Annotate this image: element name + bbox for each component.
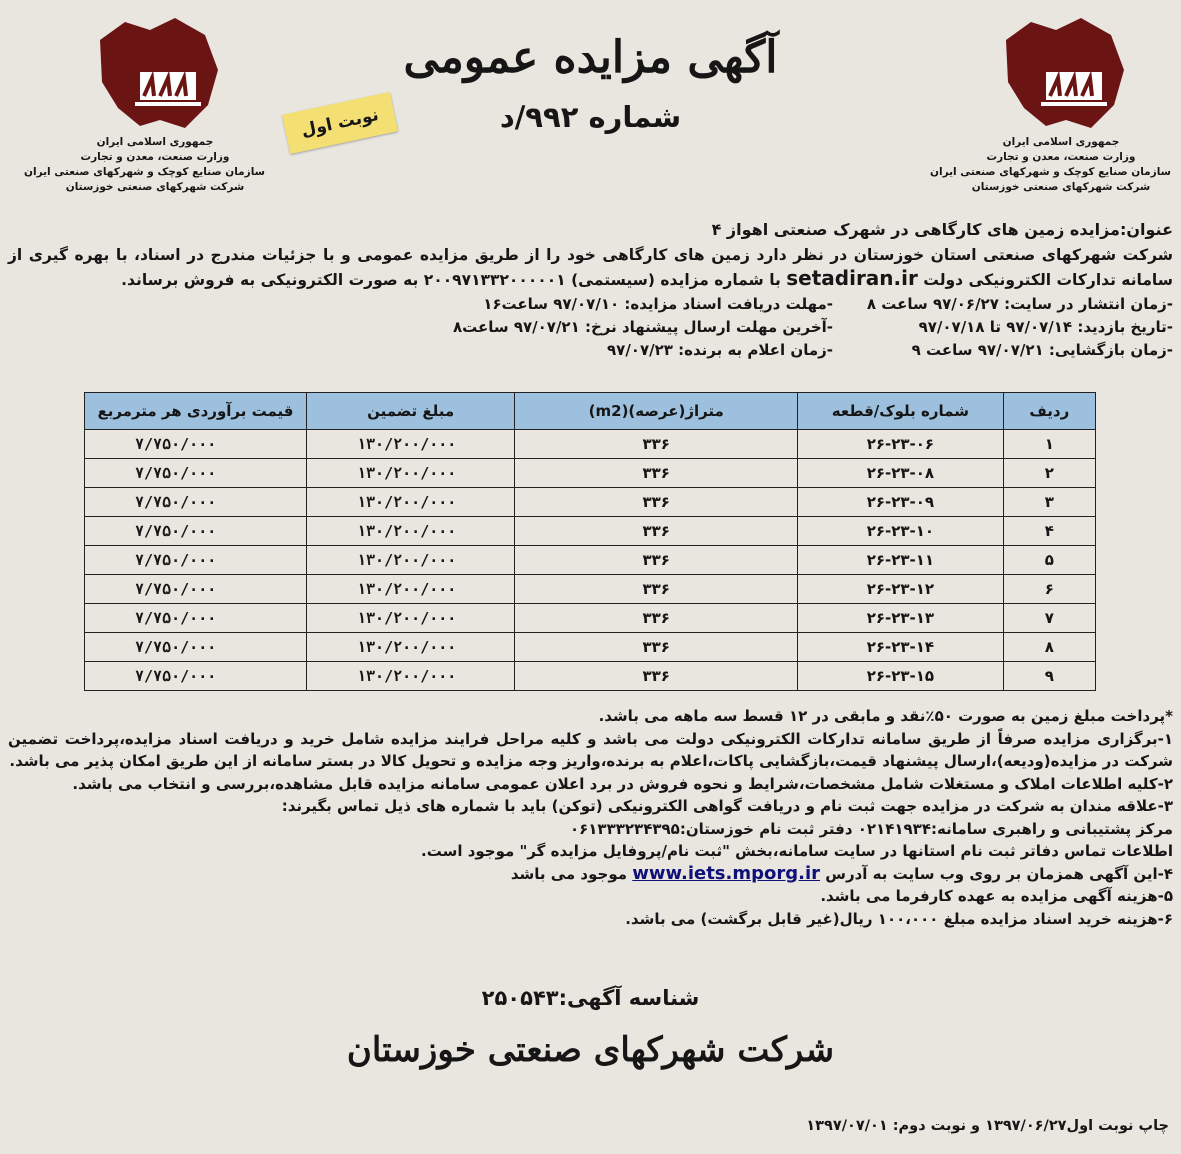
col-header-price: قیمت برآوردی هر مترمربع bbox=[85, 393, 307, 430]
ad-id: شناسه آگهی:۲۵۰۵۴۳ bbox=[481, 986, 700, 1010]
cell-price: ۷/۷۵۰/۰۰۰ bbox=[85, 517, 307, 546]
logo-line: وزارت صنعت، معدن و تجارت bbox=[986, 151, 1136, 163]
notice-number: شماره ۹۹۲/د bbox=[499, 100, 682, 134]
term-6: ۶-هزینه خرید اسناد مزایده مبلغ ۱۰۰،۰۰۰ ریال(غیر قابل برگشت) می باشد. bbox=[625, 909, 1173, 928]
logo-line: شرکت شهرکهای صنعتی خوزستان bbox=[65, 181, 245, 193]
term-3: ۳-علاقه مندان به شرکت در مزایده جهت ثبت نام و دریافت گواهی الکترونیکی (توکن) باید با شماره های ذیل تماس بگیرند: bbox=[281, 797, 1173, 815]
cell-price: ۷/۷۵۰/۰۰۰ bbox=[85, 488, 307, 517]
cell-area: ۳۳۶ bbox=[515, 488, 798, 517]
cell-deposit: ۱۳۰/۲۰۰/۰۰۰ bbox=[306, 633, 514, 662]
table-row bbox=[85, 488, 1096, 517]
cell-price: ۷/۷۵۰/۰۰۰ bbox=[85, 575, 307, 604]
cell-block: ۲۶-۲۳-۱۴ bbox=[798, 633, 1003, 662]
cell-area: ۳۳۶ bbox=[515, 662, 798, 691]
cell-deposit: ۱۳۰/۲۰۰/۰۰۰ bbox=[306, 488, 514, 517]
notice-title: آگهی مزایده عمومی bbox=[403, 32, 778, 83]
cell-block: ۲۶-۲۳-۰۹ bbox=[798, 488, 1003, 517]
cell-area: ۳۳۶ bbox=[515, 604, 798, 633]
cell-area: ۳۳۶ bbox=[515, 575, 798, 604]
notice-intro bbox=[8, 244, 1173, 292]
intro-text: با شماره مزایده (سیستمی) ۲۰۰۹۷۱۳۳۲۰۰۰۰۰۱ به صورت الکترونیکی به فروش برساند. bbox=[121, 271, 781, 289]
doc-deadline: -مهلت دریافت اسناد مزایده: ۹۷/۰۷/۱۰ ساعت۱۶ bbox=[483, 294, 833, 313]
table-body bbox=[85, 430, 1096, 691]
cell-area: ۳۳۶ bbox=[515, 633, 798, 662]
setadiran-site: setadiran.ir bbox=[786, 266, 918, 290]
table-row bbox=[85, 604, 1096, 633]
cell-row: ۹ bbox=[1003, 662, 1095, 691]
logo-line: وزارت صنعت، معدن و تجارت bbox=[80, 151, 230, 163]
cell-area: ۳۳۶ bbox=[515, 430, 798, 459]
col-header-row: ردیف bbox=[1003, 393, 1095, 430]
term-4-text: موجود می باشد bbox=[510, 864, 628, 883]
term-5: ۵-هزینه آگهی مزایده به عهده کارفرما می باشد. bbox=[820, 887, 1173, 905]
table-row bbox=[85, 575, 1096, 604]
cell-row: ۱ bbox=[1003, 430, 1095, 459]
cell-block: ۲۶-۲۳-۱۳ bbox=[798, 604, 1003, 633]
cell-row: ۶ bbox=[1003, 575, 1095, 604]
support-phones: مرکز پشتیبانی و راهبری سامانه:۰۲۱۴۱۹۳۴ دفتر ثبت نام خوزستان:۰۶۱۳۳۳۲۳۴۳۹۵ bbox=[569, 819, 1173, 838]
cell-row: ۳ bbox=[1003, 488, 1095, 517]
cell-row: ۵ bbox=[1003, 546, 1095, 575]
lots-table bbox=[84, 392, 1096, 691]
visit-date: -تاریخ بازدید: ۹۷/۰۷/۱۴ تا ۹۷/۰۷/۱۸ bbox=[918, 317, 1173, 336]
term-1: ۱-برگزاری مزایده صرفاً از طریق سامانه تدارکات الکترونیکی دولت می باشد و کلیه مراحل فرایند مزایده شامل خرید و دریافت اسناد مزایده،پرداخت تضمین شرکت در مزایده(ودیعه)،ارسال پیشنهاد قیمت،بازگشایی پاکات،اعلام به برنده،واریز وجه مزایده و تحویل کالا در بستر سامانه از این طریق امکان پذیر می باشد. bbox=[8, 729, 1173, 770]
cell-deposit: ۱۳۰/۲۰۰/۰۰۰ bbox=[306, 517, 514, 546]
cell-price: ۷/۷۵۰/۰۰۰ bbox=[85, 633, 307, 662]
table-row bbox=[85, 430, 1096, 459]
term-4-text: ۴-این آگهی همزمان بر روی وب سایت به آدرس bbox=[825, 864, 1173, 883]
col-header-deposit: مبلغ تضمین bbox=[306, 393, 514, 430]
logo-line: شرکت شهرکهای صنعتی خوزستان bbox=[971, 181, 1151, 193]
col-header-block: شماره بلوک/قطعه bbox=[798, 393, 1003, 430]
term-4 bbox=[8, 863, 1173, 886]
cell-price: ۷/۷۵۰/۰۰۰ bbox=[85, 546, 307, 575]
table-row bbox=[85, 517, 1096, 546]
cell-price: ۷/۷۵۰/۰۰۰ bbox=[85, 662, 307, 691]
cell-deposit: ۱۳۰/۲۰۰/۰۰۰ bbox=[306, 604, 514, 633]
cell-area: ۳۳۶ bbox=[515, 546, 798, 575]
cell-row: ۸ bbox=[1003, 633, 1095, 662]
cell-row: ۲ bbox=[1003, 459, 1095, 488]
cell-block: ۲۶-۲۳-۱۲ bbox=[798, 575, 1003, 604]
cell-price: ۷/۷۵۰/۰۰۰ bbox=[85, 604, 307, 633]
cell-deposit: ۱۳۰/۲۰۰/۰۰۰ bbox=[306, 662, 514, 691]
cell-deposit: ۱۳۰/۲۰۰/۰۰۰ bbox=[306, 430, 514, 459]
notice-subject: عنوان:مزایده زمین های کارگاهی در شهرک صنعتی اهواز ۴ bbox=[711, 220, 1173, 239]
table-row bbox=[85, 633, 1096, 662]
payment-term: *پرداخت مبلغ زمین به صورت ۵۰٪نقد و مابقی در ۱۲ قسط سه ماهه می باشد. bbox=[598, 707, 1173, 725]
round-badge: نوبت اول bbox=[282, 92, 398, 154]
iets-website-link[interactable]: www.iets.mporg.ir bbox=[632, 862, 821, 884]
table-header-row bbox=[85, 393, 1096, 430]
cell-deposit: ۱۳۰/۲۰۰/۰۰۰ bbox=[306, 575, 514, 604]
print-dates: چاپ نوبت اول۱۳۹۷/۰۶/۲۷ و نوبت دوم: ۱۳۹۷/۰۷/۰۱ bbox=[806, 1118, 1169, 1134]
cell-deposit: ۱۳۰/۲۰۰/۰۰۰ bbox=[306, 546, 514, 575]
cell-row: ۷ bbox=[1003, 604, 1095, 633]
cell-price: ۷/۷۵۰/۰۰۰ bbox=[85, 459, 307, 488]
cell-deposit: ۱۳۰/۲۰۰/۰۰۰ bbox=[306, 459, 514, 488]
col-header-area: متراژ(عرصه)(m2) bbox=[515, 393, 798, 430]
opening-date: -زمان بازگشایی: ۹۷/۰۷/۲۱ ساعت ۹ bbox=[911, 340, 1173, 359]
publish-date: -زمان انتشار در سایت: ۹۷/۰۶/۲۷ ساعت ۸ bbox=[866, 294, 1173, 313]
winner-announce-date: -زمان اعلام به برنده: ۹۷/۰۷/۲۳ bbox=[607, 340, 833, 359]
table-row bbox=[85, 662, 1096, 691]
cell-row: ۴ bbox=[1003, 517, 1095, 546]
logo-line: جمهوری اسلامی ایران bbox=[96, 136, 214, 148]
table-row bbox=[85, 546, 1096, 575]
contact-info: اطلاعات تماس دفاتر ثبت نام استانها در سایت سامانه،بخش "ثبت نام/پروفایل مزایده گر" موجود است. bbox=[421, 842, 1173, 860]
cell-price: ۷/۷۵۰/۰۰۰ bbox=[85, 430, 307, 459]
cell-area: ۳۳۶ bbox=[515, 459, 798, 488]
logo-line: سازمان صنایع کوچک و شهرکهای صنعتی ایران bbox=[930, 166, 1171, 178]
term-2: ۲-کلیه اطلاعات املاک و مستغلات شامل مشخصات،شرایط و نحوه فروش در برد اعلان عمومی سامانه مزایده قابل مشاهده،بررسی و انتخاب می باشد. bbox=[72, 774, 1173, 793]
cell-block: ۲۶-۲۳-۰۸ bbox=[798, 459, 1003, 488]
logo-line: سازمان صنایع کوچک و شهرکهای صنعتی ایران bbox=[24, 166, 265, 178]
cell-block: ۲۶-۲۳-۱۰ bbox=[798, 517, 1003, 546]
schedule-dates bbox=[8, 292, 1173, 361]
table-row bbox=[85, 459, 1096, 488]
offer-deadline: -آخرین مهلت ارسال پیشنهاد نرخ: ۹۷/۰۷/۲۱ ساعت۸ bbox=[452, 317, 833, 336]
cell-block: ۲۶-۲۳-۱۱ bbox=[798, 546, 1003, 575]
intro-text: شرکت شهرکهای صنعتی استان خوزستان در نظر دارد زمین های کارگاهی خود را از طریق مزایده عمومی و با جزئیات مندرج در اسناد، با بهره گیری از سامانه تدارکات الکترونیکی دولت bbox=[8, 246, 1173, 289]
cell-block: ۲۶-۲۳-۰۶ bbox=[798, 430, 1003, 459]
terms-section bbox=[8, 705, 1173, 930]
logo-line: جمهوری اسلامی ایران bbox=[1002, 136, 1120, 148]
company-name: شرکت شهرکهای صنعتی خوزستان bbox=[346, 1030, 835, 1070]
cell-area: ۳۳۶ bbox=[515, 517, 798, 546]
cell-block: ۲۶-۲۳-۱۵ bbox=[798, 662, 1003, 691]
